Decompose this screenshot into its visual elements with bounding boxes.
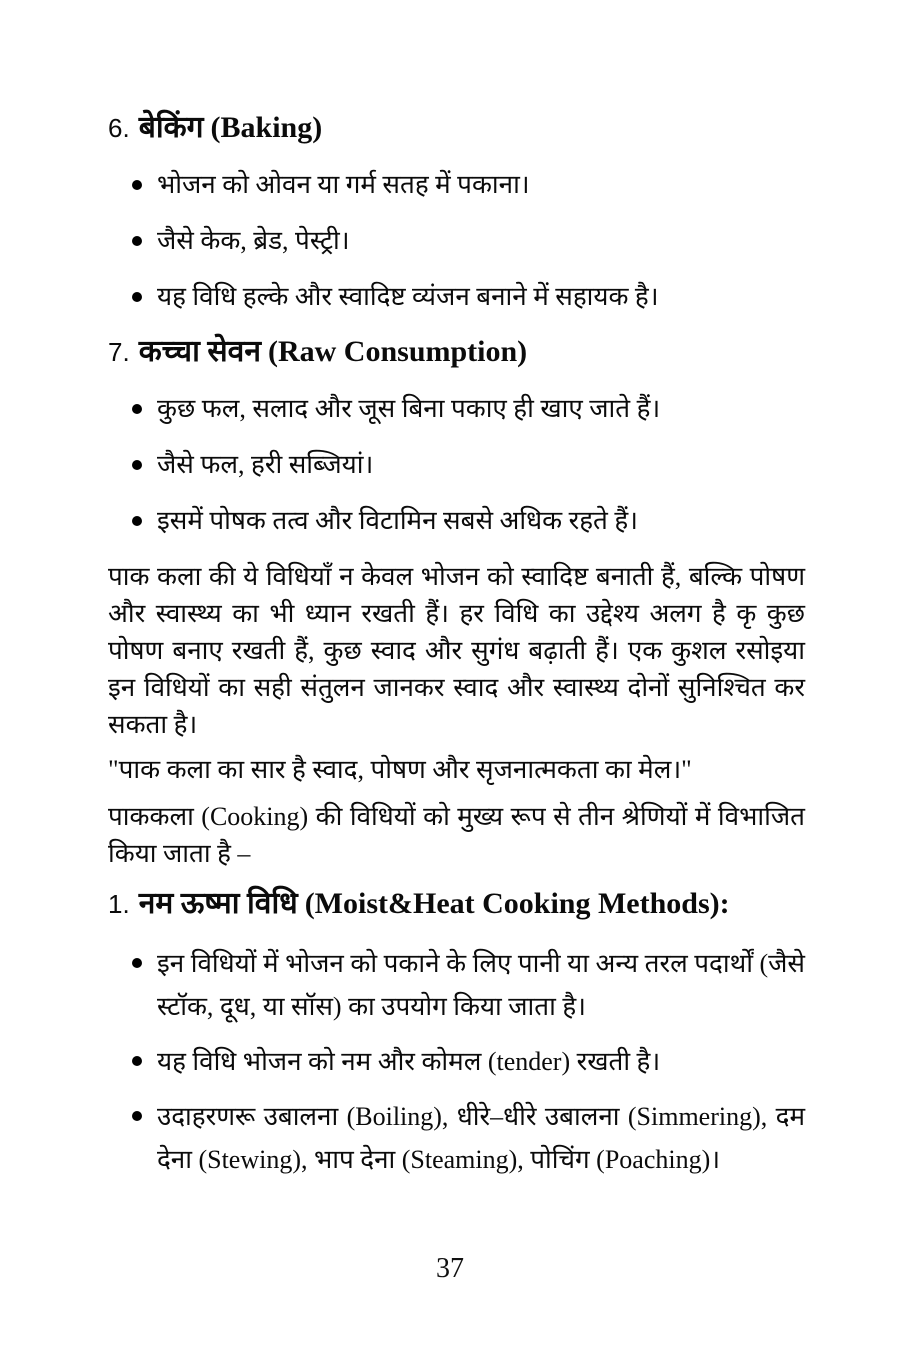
bullet-icon	[132, 958, 142, 968]
intro-paragraph: पाककला (Cooking) की विधियों को मुख्य रूप से तीन श्रेणियों में विभाजित किया जाता है –	[108, 802, 805, 868]
bullet-icon	[132, 180, 142, 190]
bullet-icon	[132, 292, 142, 302]
heading-number: 6.	[108, 113, 130, 143]
bullet-text: कुछ फल, सलाद और जूस बिना पकाए ही खाए जाते हैं।	[157, 394, 661, 423]
bullet-text: इन विधियों में भोजन को पकाने के लिए पानी या अन्य तरल पदार्थों (जैसे स्टॉक, दूध, या सॉस) का उपयोग किया जाता है।	[157, 949, 805, 1021]
bullet-icon	[132, 1111, 142, 1121]
summary-paragraph: पाक कला की ये विधियाँ न केवल भोजन को स्वादिष्ट बनाती हैं, बल्कि पोषण और स्वास्थ्य का भी ध्यान रखती हैं। हर विधि का उद्देश्य अलग है कृ कुछ पोषण बनाए रखती हैं, कुछ स्वाद और सुगंध बढ़ाती हैं। एक कुशल रसोइया इन विधियों का सही संतुलन जानकर स्वाद और स्वास्थ्य दोनों सुनिश्चित कर सकता है।	[108, 562, 805, 739]
bullet-icon	[132, 460, 142, 470]
bullet-text: यह विधि हल्के और स्वादिष्ट व्यंजन बनाने में सहायक है।	[157, 282, 659, 311]
list-item	[108, 222, 805, 260]
section-1-heading	[108, 886, 805, 922]
list-item	[108, 278, 805, 316]
bullet-text: जैसे केक, ब्रेड, पेस्ट्री।	[157, 226, 350, 255]
bullet-text: भोजन को ओवन या गर्म सतह में पकाना।	[157, 170, 530, 199]
page-number: 37	[436, 1253, 464, 1284]
section-1-bullet-list	[108, 942, 805, 1181]
list-item	[108, 502, 805, 540]
bullet-text: इसमें पोषक तत्व और विटामिन सबसे अधिक रहते हैं।	[157, 506, 639, 535]
bullet-text: जैसे फल, हरी सब्जियां।	[157, 450, 374, 479]
heading-title-hindi: नम ऊष्मा विधि	[138, 887, 298, 920]
bullet-icon	[132, 516, 142, 526]
heading-number: 1.	[108, 889, 130, 919]
bullet-icon	[132, 404, 142, 414]
list-item	[108, 390, 805, 428]
section-7-bullet-list	[108, 390, 805, 540]
bullet-icon	[132, 1056, 142, 1066]
quote-text: "पाक कला का सार है स्वाद, पोषण और सृजनात्मकता का मेल।"	[108, 755, 692, 784]
bullet-text: यह विधि भोजन को नम और कोमल (tender) रखती है।	[157, 1047, 661, 1076]
heading-title-english: (Raw Consumption)	[267, 335, 528, 368]
list-item	[108, 1095, 805, 1181]
list-item	[108, 942, 805, 1028]
section-6-heading	[108, 110, 805, 146]
heading-title-english: (Moist&Heat Cooking Methods):	[304, 887, 730, 920]
heading-title-hindi: कच्चा सेवन	[138, 335, 261, 368]
bullet-text: उदाहरणरू उबालना (Boiling), धीरे–धीरे उबालना (Simmering), दम देना (Stewing), भाप देना (Steaming), पोचिंग (Poaching)।	[157, 1102, 805, 1174]
list-item	[108, 446, 805, 484]
heading-number: 7.	[108, 337, 130, 367]
bullet-icon	[132, 236, 142, 246]
list-item	[108, 1040, 805, 1083]
heading-title-english: (Baking)	[210, 111, 323, 144]
heading-title-hindi: बेकिंग	[138, 111, 204, 144]
list-item	[108, 166, 805, 204]
section-6-bullet-list	[108, 166, 805, 316]
section-7-heading	[108, 334, 805, 370]
